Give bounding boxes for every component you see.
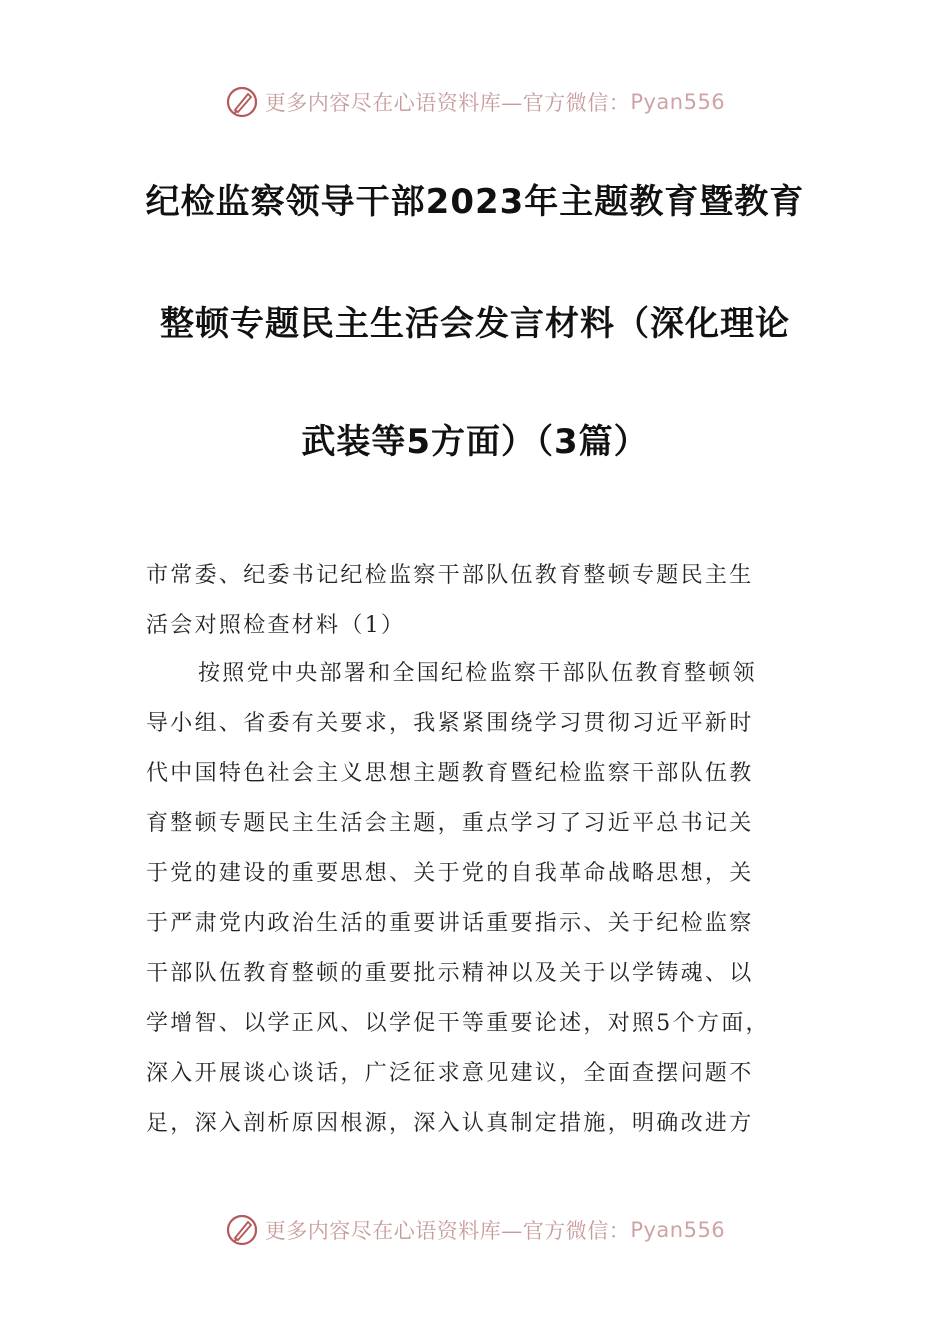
- paragraph-line: 足，深入剖析原因根源，深入认真制定措施，明确改进方: [146, 1111, 754, 1136]
- paragraph-line: 学增智、以学正风、以学促干等重要论述，对照5个方面，: [146, 1011, 770, 1036]
- watermark-banner-bottom: [0, 1210, 950, 1250]
- section-heading-line: 活会对照检查材料（1）: [146, 613, 406, 638]
- paragraph-line: 代中国特色社会主义思想主题教育暨纪检监察干部队伍教: [146, 761, 754, 786]
- document-title-line-2: 整顿专题民主生活会发言材料（深化理论: [160, 304, 790, 344]
- paragraph-line: 于严肃党内政治生活的重要讲话重要指示、关于纪检监察: [146, 911, 754, 936]
- section-heading-line: 市常委、纪委书记纪检监察干部队伍教育整顿专题民主生: [146, 563, 754, 588]
- body-paragraph: [146, 649, 806, 1149]
- paragraph-line: 深入开展谈心谈话，广泛征求意见建议，全面查摆问题不: [146, 1061, 754, 1086]
- pen-logo-icon: [225, 85, 259, 119]
- paragraph-line: 干部队伍教育整顿的重要批示精神以及关于以学铸魂、以: [146, 961, 754, 986]
- watermark-handle: Pyan556: [630, 1218, 726, 1242]
- paragraph-line: 育整顿专题民主生活会主题，重点学习了习近平总书记关: [146, 811, 754, 836]
- section-heading: [146, 551, 806, 651]
- paragraph-line: 按照党中央部署和全国纪检监察干部队伍教育整顿领: [198, 661, 757, 686]
- document-title-line-3: 武装等5方面）（3篇）: [301, 422, 649, 462]
- document-title-line-1: 纪检监察领导干部2023年主题教育暨教育: [145, 182, 805, 222]
- watermark-text: 更多内容尽在心语资料库—官方微信：: [264, 1219, 631, 1243]
- watermark-handle: Pyan556: [630, 90, 726, 114]
- pen-logo-icon: [225, 1213, 259, 1247]
- paragraph-line: 于党的建设的重要思想、关于党的自我革命战略思想，关: [146, 861, 754, 886]
- paragraph-line: 导小组、省委有关要求，我紧紧围绕学习贯彻习近平新时: [146, 711, 754, 736]
- watermark-text: 更多内容尽在心语资料库—官方微信：: [264, 91, 631, 115]
- watermark-banner-top: [0, 82, 950, 122]
